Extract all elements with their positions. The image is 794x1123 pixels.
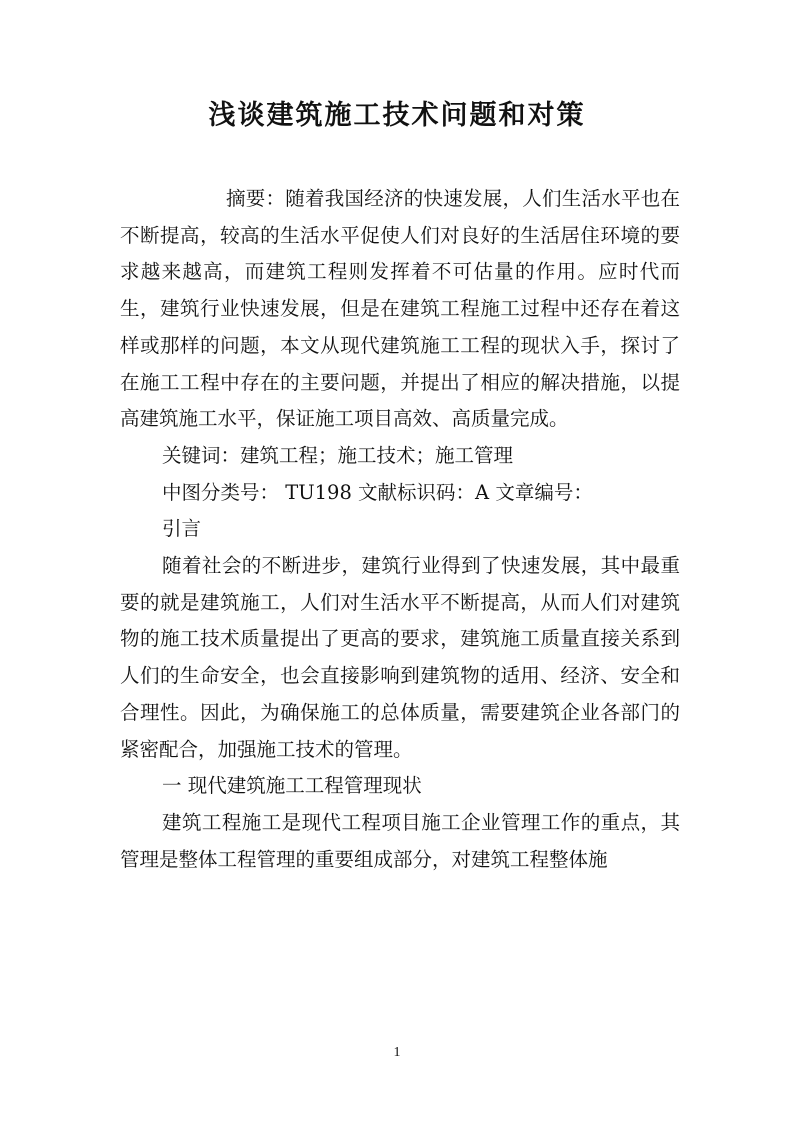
section-1-paragraph: 建筑工程施工是现代工程项目施工企业管理工作的重点，其管理是整体工程管理的重要组成部分，对建筑工程整体施 bbox=[120, 810, 680, 871]
classification-line: 中图分类号： TU198 文献标识码：A 文章编号： bbox=[162, 480, 593, 504]
document-title: 浅谈建筑施工技术问题和对策 bbox=[208, 100, 586, 131]
intro-heading: 引言 bbox=[162, 517, 202, 541]
document-body bbox=[120, 181, 680, 878]
keywords-line: 关键词：建筑工程；施工技术；施工管理 bbox=[162, 443, 514, 467]
intro-paragraph: 随着社会的不断进步，建筑行业得到了快速发展，其中最重要的就是建筑施工，人们对生活水平不断提高，从而人们对建筑物的施工技术质量提出了更高的要求，建筑施工质量直接关系到人们的生命安全，也会直接影响到建筑物的适用、经济、安全和合理性。因此，为确保施工的总体质量，需要建筑企业各部门的紧密配合，加强施工技术的管理。 bbox=[120, 554, 680, 761]
abstract-paragraph: 摘要：随着我国经济的快速发展，人们生活水平也在不断提高，较高的生活水平促使人们对良好的生活居住环境的要求越来越高，而建筑工程则发挥着不可估量的作用。应时代而生，建筑行业快速发展，但是在建筑工程施工过程中还存在着这样或那样的问题，本文从现代建筑施工工程的现状入手，探讨了在施工工程中存在的主要问题，并提出了相应的解决措施，以提高建筑施工水平，保证施工项目高效、高质量完成。 bbox=[120, 187, 680, 431]
section-1-heading: 一 现代建筑施工工程管理现状 bbox=[162, 774, 422, 798]
page-number: 1 bbox=[393, 1045, 401, 1060]
